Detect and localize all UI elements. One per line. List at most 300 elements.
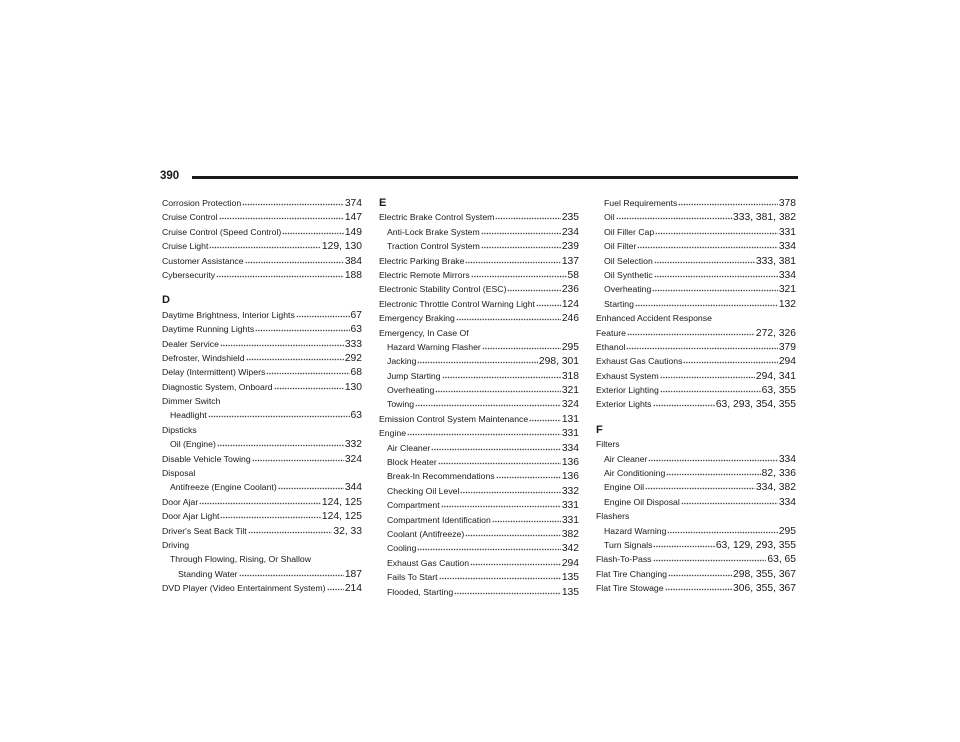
dot-leader <box>653 552 767 562</box>
dot-leader <box>431 441 560 451</box>
entry-pages: 147 <box>344 212 362 224</box>
entry-pages: 331 <box>561 428 579 440</box>
dot-leader <box>667 524 777 534</box>
section-letter: D <box>162 294 170 307</box>
index-entry <box>379 513 579 527</box>
entry-pages: 136 <box>561 471 579 483</box>
dot-leader <box>220 509 320 519</box>
entry-pages: 324 <box>561 399 579 411</box>
dot-leader <box>627 326 755 336</box>
entry-pages: 324 <box>344 453 362 465</box>
index-entry <box>379 441 579 455</box>
index-entry <box>596 524 796 538</box>
entry-pages: 295 <box>561 341 579 353</box>
dot-leader <box>454 585 561 595</box>
dot-leader <box>654 268 778 278</box>
index-entry <box>379 326 579 340</box>
index-entry <box>596 480 796 494</box>
entry-label: Oil Selection <box>604 255 653 266</box>
dot-leader <box>465 527 561 537</box>
entry-pages: 294, 341 <box>755 370 796 382</box>
dot-leader <box>653 538 714 548</box>
entry-pages: 129, 130 <box>321 241 362 253</box>
entry-pages: 321 <box>561 385 579 397</box>
index-entry <box>596 452 796 466</box>
entry-pages: 321 <box>778 284 796 296</box>
index-entry <box>596 509 796 523</box>
entry-label: Headlight <box>170 410 207 421</box>
index-entry <box>379 369 579 383</box>
entry-label: Diagnostic System, Onboard <box>162 381 273 392</box>
dot-leader <box>529 412 561 422</box>
entry-pages: 32, 33 <box>333 525 362 537</box>
entry-pages: 239 <box>561 241 579 253</box>
dot-leader <box>616 210 732 220</box>
dot-leader <box>219 210 344 220</box>
page-number: 390 <box>160 170 180 182</box>
dot-leader <box>248 524 333 534</box>
index-entry <box>379 541 579 555</box>
dot-leader <box>481 225 561 235</box>
entry-label: Exhaust Gas Cautions <box>596 356 683 367</box>
entry-pages: 63, 65 <box>767 554 796 566</box>
dot-leader <box>199 495 321 505</box>
dot-leader <box>626 340 777 350</box>
entry-label: Dealer Service <box>162 338 219 349</box>
index-entry <box>596 538 796 552</box>
entry-pages: 298, 301 <box>538 356 579 368</box>
dot-leader <box>417 354 537 364</box>
index-entry <box>162 552 362 566</box>
index-entry <box>379 210 579 224</box>
entry-label: Electric Brake Control System <box>379 212 495 223</box>
index-entry <box>162 351 362 365</box>
entry-label: Break-In Recommendations <box>387 471 495 482</box>
dot-leader <box>282 225 344 235</box>
entry-label: Exterior Lights <box>596 399 652 410</box>
entry-label: Checking Oil Level <box>387 485 460 496</box>
index-entry <box>379 383 579 397</box>
entry-pages: 334 <box>778 241 796 253</box>
dot-leader <box>216 268 344 278</box>
dot-leader <box>296 308 350 318</box>
dot-leader <box>417 541 560 551</box>
index-entry <box>162 196 362 210</box>
entry-label: Oil Filter <box>604 241 637 252</box>
entry-pages: 333 <box>344 338 362 350</box>
index-entry <box>596 437 796 451</box>
entry-pages: 63, 293, 354, 355 <box>715 399 796 411</box>
entry-pages: 334 <box>778 496 796 508</box>
dot-leader <box>208 408 350 418</box>
entry-pages: 246 <box>561 313 579 325</box>
entry-label: Flooded, Starting <box>387 586 454 597</box>
index-entry <box>379 354 579 368</box>
entry-pages: 236 <box>561 284 579 296</box>
entry-label: Hazard Warning Flasher <box>387 341 481 352</box>
entry-pages: 334 <box>778 269 796 281</box>
index-entry <box>162 452 362 466</box>
dot-leader <box>660 383 761 393</box>
index-entry <box>596 196 796 210</box>
index-entry <box>596 567 796 581</box>
entry-label: Emergency, In Case Of <box>379 327 469 338</box>
dot-leader <box>415 397 561 407</box>
dot-leader <box>252 452 344 462</box>
index-entry <box>379 585 579 599</box>
dot-leader <box>660 369 755 379</box>
dot-leader <box>482 340 561 350</box>
entry-pages: 331 <box>778 226 796 238</box>
dot-leader <box>471 268 567 278</box>
index-entry <box>162 480 362 494</box>
index-entry <box>162 308 362 322</box>
section-letter: F <box>596 423 603 436</box>
index-entry <box>596 383 796 397</box>
entry-label: Driving <box>162 539 190 550</box>
entry-label: Electric Remote Mirrors <box>379 269 470 280</box>
section-letter: E <box>379 197 387 209</box>
entry-pages: 136 <box>561 457 579 469</box>
entry-label: Electric Parking Brake <box>379 255 465 266</box>
index-entry <box>379 254 579 268</box>
index-entry <box>162 210 362 224</box>
index-entry <box>162 437 362 451</box>
entry-label: Daytime Brightness, Interior Lights <box>162 309 295 320</box>
dot-leader <box>507 282 560 292</box>
index-entry <box>162 380 362 394</box>
entry-pages: 332 <box>561 485 579 497</box>
entry-pages: 58 <box>567 269 579 281</box>
index-entry <box>596 466 796 480</box>
dot-leader <box>255 322 349 332</box>
index-entry <box>162 423 362 437</box>
index-entry <box>162 225 362 239</box>
dot-leader <box>678 196 777 206</box>
index-entry <box>162 509 362 523</box>
entry-label: Flash-To-Pass <box>596 554 652 565</box>
dot-leader <box>481 239 561 249</box>
entry-pages: 344 <box>344 482 362 494</box>
index-entry <box>379 484 579 498</box>
dot-leader <box>668 567 732 577</box>
entry-pages: 334 <box>778 453 796 465</box>
entry-label: Exhaust System <box>596 370 659 381</box>
index-entry <box>162 466 362 480</box>
dot-leader <box>637 239 777 249</box>
dot-leader <box>496 469 561 479</box>
entry-pages: 318 <box>561 370 579 382</box>
index-entry <box>379 527 579 541</box>
entry-pages: 333, 381, 382 <box>733 212 796 224</box>
dot-leader <box>217 437 344 447</box>
entry-pages: 132 <box>778 298 796 310</box>
dot-leader <box>653 397 715 407</box>
entry-label: Customer Assistance <box>162 255 244 266</box>
entry-pages: 379 <box>778 341 796 353</box>
index-entry <box>379 412 579 426</box>
entry-pages: 292 <box>344 352 362 364</box>
entry-label: Door Ajar <box>162 496 199 507</box>
entry-pages: 331 <box>561 500 579 512</box>
entry-pages: 124, 125 <box>321 511 362 523</box>
entry-pages: 124, 125 <box>321 496 362 508</box>
index-column-2 <box>379 196 579 599</box>
entry-label: Flat Tire Changing <box>596 568 667 579</box>
entry-label: Air Cleaner <box>604 453 648 464</box>
dot-leader <box>470 556 561 566</box>
entry-pages: 135 <box>561 572 579 584</box>
entry-pages: 332 <box>344 439 362 451</box>
entry-label: Delay (Intermittent) Wipers <box>162 367 266 378</box>
index-entry <box>596 282 796 296</box>
entry-pages: 298, 355, 367 <box>733 568 796 580</box>
entry-label: Oil <box>604 212 615 223</box>
entry-label: Driver's Seat Back Tilt <box>162 525 247 536</box>
index-entry <box>379 297 579 311</box>
entry-label: Engine Oil Disposal <box>604 496 680 507</box>
entry-pages: 149 <box>344 226 362 238</box>
index-entry <box>596 210 796 224</box>
entry-pages: 331 <box>561 514 579 526</box>
dot-leader <box>536 297 561 307</box>
entry-label: Traction Control System <box>387 241 480 252</box>
index-entry <box>162 239 362 253</box>
entry-label: Corrosion Protection <box>162 198 242 208</box>
entry-pages: 68 <box>350 367 362 379</box>
dot-leader <box>209 239 321 249</box>
entry-pages: 294 <box>561 557 579 569</box>
index-entry <box>379 570 579 584</box>
entry-label: Oil (Engine) <box>170 439 216 450</box>
index-entry <box>162 495 362 509</box>
entry-label: Cybersecurity <box>162 269 216 280</box>
dot-leader <box>442 369 561 379</box>
dot-leader <box>665 581 732 591</box>
index-entry <box>162 408 362 422</box>
index-entry <box>596 239 796 253</box>
dot-leader <box>683 354 777 364</box>
entry-label: Through Flowing, Rising, Or Shallow <box>170 554 311 565</box>
entry-pages: 63 <box>350 410 362 422</box>
entry-pages: 63, 355 <box>761 385 796 397</box>
dot-leader <box>246 351 344 361</box>
entry-pages: 82, 336 <box>761 468 796 480</box>
index-entry <box>379 268 579 282</box>
dot-leader <box>435 383 560 393</box>
index-entry <box>379 225 579 239</box>
entry-pages: 334 <box>561 442 579 454</box>
index-entry <box>596 254 796 268</box>
entry-pages: 63 <box>350 324 362 336</box>
entry-label: Filters <box>596 439 620 450</box>
entry-label: Enhanced Accident Response <box>596 313 712 324</box>
entry-label: Starting <box>604 298 634 309</box>
entry-label: Feature <box>596 327 626 338</box>
index-entry <box>162 581 362 595</box>
entry-label: Oil Synthetic <box>604 269 653 280</box>
entry-label: Turn Signals <box>604 539 653 550</box>
index-entry <box>162 567 362 581</box>
entry-label: Air Cleaner <box>387 442 431 453</box>
dot-leader <box>666 466 760 476</box>
index-entry <box>596 397 796 411</box>
entry-label: Block Heater <box>387 457 437 468</box>
index-entry <box>596 311 796 325</box>
entry-label: Exterior Lighting <box>596 385 659 396</box>
entry-pages: 214 <box>344 583 362 595</box>
index-entry <box>596 268 796 282</box>
dot-leader <box>635 297 778 307</box>
entry-label: Anti-Lock Brake System <box>387 226 480 237</box>
entry-label: Coolant (Antifreeze) <box>387 528 465 539</box>
entry-label: Fails To Start <box>387 572 438 583</box>
index-entry <box>379 498 579 512</box>
dot-leader <box>266 365 349 375</box>
dot-leader <box>460 484 560 494</box>
entry-pages: 235 <box>561 212 579 224</box>
index-column-3 <box>596 196 796 596</box>
dot-leader <box>220 337 344 347</box>
entry-pages: 295 <box>778 525 796 537</box>
entry-label: Cruise Control (Speed Control) <box>162 226 282 237</box>
entry-pages: 374 <box>344 198 362 209</box>
index-entry <box>596 225 796 239</box>
entry-label: Door Ajar Light <box>162 511 220 522</box>
entry-label: Engine Oil <box>604 482 645 493</box>
index-entry <box>162 254 362 268</box>
entry-label: Overheating <box>387 385 435 396</box>
entry-label: Overheating <box>604 284 652 295</box>
entry-label: Jacking <box>387 356 417 367</box>
entry-pages: 378 <box>778 198 796 209</box>
entry-pages: 382 <box>561 528 579 540</box>
header-rule <box>192 176 798 179</box>
index-entry <box>379 397 579 411</box>
entry-pages: 333, 381 <box>755 255 796 267</box>
index-entry <box>162 538 362 552</box>
dot-leader <box>655 225 778 235</box>
index-entry <box>162 394 362 408</box>
dot-leader <box>495 210 560 220</box>
entry-pages: 334, 382 <box>755 482 796 494</box>
index-entry <box>596 340 796 354</box>
entry-pages: 124 <box>561 298 579 310</box>
index-entry <box>379 455 579 469</box>
entry-pages: 135 <box>561 586 579 598</box>
index-entry <box>162 365 362 379</box>
entry-pages: 234 <box>561 226 579 238</box>
index-entry <box>596 552 796 566</box>
dot-leader <box>438 455 561 465</box>
entry-label: Exhaust Gas Caution <box>387 557 470 568</box>
dot-leader <box>456 311 561 321</box>
dot-leader <box>407 426 561 436</box>
entry-pages: 137 <box>561 255 579 267</box>
entry-pages: 131 <box>561 413 579 425</box>
index-entry <box>379 239 579 253</box>
dot-leader <box>327 581 344 591</box>
entry-pages: 63, 129, 293, 355 <box>715 539 796 551</box>
dot-leader <box>242 196 344 206</box>
entry-label: Dimmer Switch <box>162 396 221 407</box>
entry-label: Oil Filler Cap <box>604 226 655 237</box>
entry-label: Flashers <box>596 511 630 522</box>
index-entry <box>596 581 796 595</box>
dot-leader <box>274 380 344 390</box>
index-entry <box>596 369 796 383</box>
index-column-1 <box>162 196 362 596</box>
entry-label: Jump Starting <box>387 370 441 381</box>
entry-label: Disposal <box>162 468 196 479</box>
entry-pages: 342 <box>561 543 579 555</box>
entry-label: Towing <box>387 399 415 410</box>
entry-pages: 187 <box>344 568 362 580</box>
dot-leader <box>465 254 560 264</box>
index-entry <box>596 354 796 368</box>
entry-label: Compartment <box>387 500 440 511</box>
dot-leader <box>492 513 561 523</box>
dot-leader <box>654 254 755 264</box>
entry-label: Electronic Stability Control (ESC) <box>379 284 507 295</box>
entry-label: Cooling <box>387 543 417 554</box>
entry-label: Electronic Throttle Control Warning Light <box>379 298 535 309</box>
entry-label: Emergency Braking <box>379 313 455 324</box>
entry-label: Cruise Control <box>162 212 218 223</box>
dot-leader <box>441 498 561 508</box>
entry-label: Hazard Warning <box>604 525 667 536</box>
index-entry <box>379 311 579 325</box>
entry-label: Defroster, Windshield <box>162 352 245 363</box>
entry-label: Compartment Identification <box>387 514 491 525</box>
index-entry <box>596 326 796 340</box>
index-entry <box>379 556 579 570</box>
index-entry <box>379 340 579 354</box>
index-entry <box>162 337 362 351</box>
index-entry <box>379 469 579 483</box>
entry-pages: 130 <box>344 381 362 393</box>
index-entry <box>162 268 362 282</box>
index-entry <box>596 297 796 311</box>
entry-pages: 272, 326 <box>755 327 796 339</box>
dot-leader <box>239 567 344 577</box>
dot-leader <box>645 480 755 490</box>
entry-label: Disable Vehicle Towing <box>162 453 251 464</box>
entry-pages: 384 <box>344 255 362 267</box>
entry-label: Fuel Requirements <box>604 198 678 208</box>
entry-label: Ethanol <box>596 341 626 352</box>
dot-leader <box>681 495 778 505</box>
entry-label: Antifreeze (Engine Coolant) <box>170 482 277 493</box>
entry-pages: 306, 355, 367 <box>733 583 796 595</box>
entry-label: Daytime Running Lights <box>162 324 255 335</box>
entry-label: Dipsticks <box>162 424 197 435</box>
entry-pages: 294 <box>778 356 796 368</box>
dot-leader <box>652 282 777 292</box>
entry-label: DVD Player (Video Entertainment System) <box>162 583 326 594</box>
entry-pages: 67 <box>350 309 362 321</box>
dot-leader <box>278 480 344 490</box>
index-entry <box>162 322 362 336</box>
index-entry <box>596 495 796 509</box>
dot-leader <box>439 570 561 580</box>
entry-label: Air Conditioning <box>604 468 666 479</box>
dot-leader <box>245 254 344 264</box>
entry-label: Standing Water <box>178 568 238 579</box>
index-entry <box>379 282 579 296</box>
entry-pages: 188 <box>344 269 362 281</box>
entry-label: Engine <box>379 428 407 439</box>
